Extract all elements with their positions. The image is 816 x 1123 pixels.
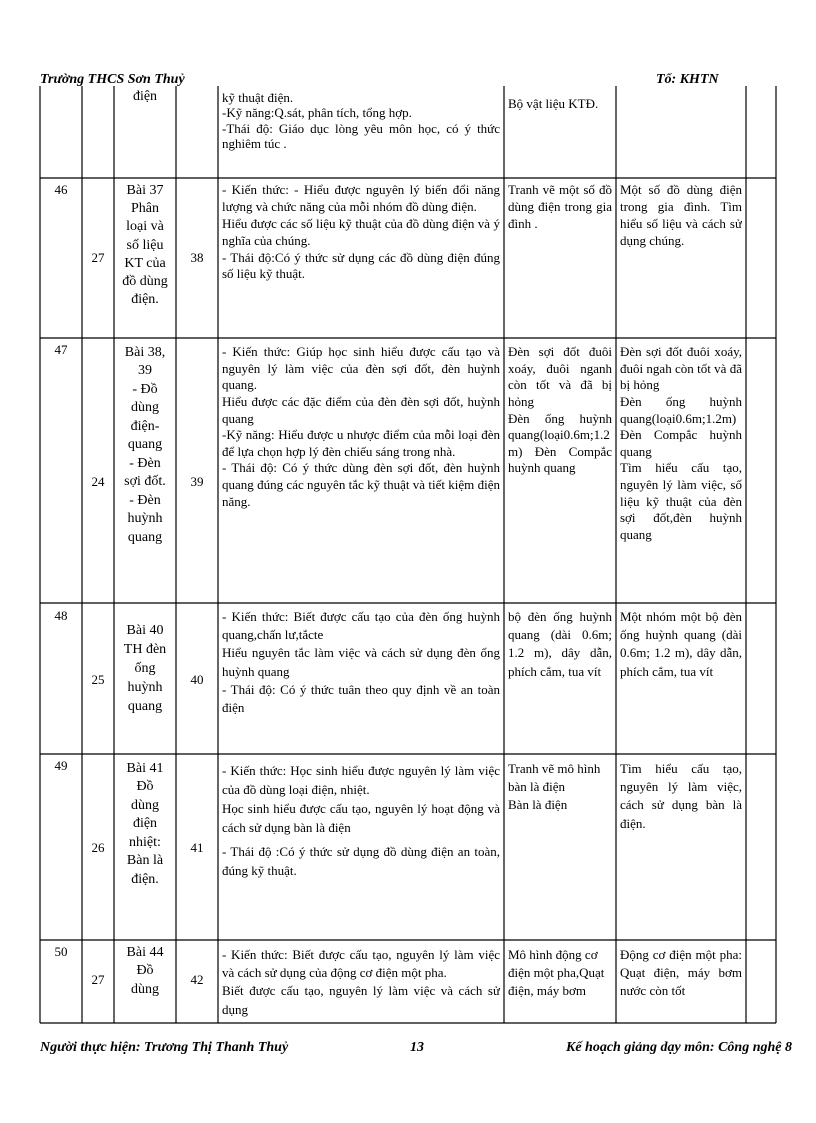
- row-student-prep: Tìm hiểu cấu tạo, nguyên lý làm việc, cách sử dụng bàn là điện.: [620, 761, 742, 831]
- row-objectives: - Kiến thức: Học sinh hiểu được nguyên lý làm việc của đồ dùng loại điện, nhiệt. Học sinh hiểu được cấu tạo, nguyên lý hoạt động và cách sử dụng bàn là điện - Thái độ :Có ý thức sử dụng đồ dùng điện an toàn, đúng kỹ thuật.: [222, 763, 500, 879]
- row-teacher-prep: Đèn sợi đốt đuôi xoáy, đuôi nganh còn tốt và đã bị hỏng Đèn ống huỳnh quang(loại0.6m;1.2 m) Đèn Compắc huỳnh quang: [508, 344, 612, 476]
- row-teacher-prep: Mô hình động cơ điện một pha,Quạt điện, máy bơm: [508, 947, 605, 999]
- row-teacher-prep-cont: Bộ vật liệu KTĐ.: [508, 96, 599, 111]
- author-line: Người thực hiện: Trương Thị Thanh Thuỷ: [40, 1040, 289, 1055]
- row-period: 39: [190, 474, 204, 489]
- row-week: 27: [91, 972, 105, 987]
- row-lesson: Bài 40 TH đèn ống huỳnh quang: [123, 623, 167, 714]
- page-number: 13: [410, 1040, 424, 1055]
- row-lesson: Bài 44 Đồ dùng: [126, 945, 164, 997]
- row-stt: 47: [54, 342, 68, 357]
- plan-title: Kế hoạch giảng dạy môn: Công nghệ 8: [566, 1040, 792, 1055]
- row-stt: 46: [54, 182, 68, 197]
- row-week: 27: [91, 250, 105, 265]
- row-student-prep: Một nhóm một bộ đèn ống huỳnh quang (dài 0.6m; 1.2 m), dây dẫn, phích cắm, tua vít: [620, 609, 742, 679]
- row-lesson: Bài 38, 39 - Đồ dùng điện- quang - Đèn sợi đốt. - Đèn huỳnh quang: [124, 345, 166, 545]
- row-objectives: - Kiến thức: Biết được cấu tạo của đèn ống huỳnh quang,chấn lư,tắcte Hiểu nguyên tắc làm việc và cách sử dụng đèn ống huỳnh quang - Thái độ: Có ý thức tuân theo quy định về an toàn điện: [222, 609, 500, 715]
- row-lesson: Bài 41 Đồ dùng điện nhiệt: Bàn là điện.: [126, 761, 164, 887]
- row-objectives: - Kiến thức: Giúp học sinh hiểu được cấu tạo và nguyên lý làm việc của đèn sợi đốt, đèn huỳnh quang. Hiểu được các đặc điểm của đèn đèn sợi đốt, huỳnh quang -Kỹ năng: Hiểu được u nhược điểm của mỗi loại đèn để lựa chọn hợp lý đèn chiếu sáng trong nhà. - Thái độ: Có ý thức dùng đèn sợi đốt, đèn huỳnh quang đúng các nguyên tắc kỹ thuật và tiết kiệm điện năng.: [222, 344, 500, 509]
- row-teacher-prep: Tranh vẽ mô hình bàn là điện Bàn là điện: [508, 761, 601, 813]
- row-stt: 49: [54, 758, 68, 773]
- row-student-prep: Một số đồ dùng điện trong gia đình. Tìm hiểu số liệu và cách sử dụng chúng.: [620, 182, 742, 248]
- row-week: 25: [91, 672, 105, 687]
- row-lesson: Bài 37 Phân loại và số liệu KT của đồ dùng điện.: [122, 183, 168, 308]
- row-week: 26: [91, 840, 105, 855]
- row-objectives-cont: kỹ thuật điện. -Kỹ năng:Q.sát, phân tích, tổng hợp. -Thái độ: Giáo dục lòng yêu môn học, có ý thức nghiêm túc .: [222, 90, 500, 151]
- school-name: Trường THCS Sơn Thuỷ: [40, 72, 185, 87]
- row-lesson-cont: điện: [132, 89, 158, 104]
- row-period: 38: [190, 250, 204, 265]
- row-teacher-prep: Tranh vẽ một số đồ dùng điện trong gia đình .: [508, 182, 612, 231]
- row-stt: 50: [54, 944, 68, 959]
- row-week: 24: [91, 474, 105, 489]
- row-objectives: - Kiến thức: - Hiểu được nguyên lý biến đổi năng lượng và chức năng của mỗi nhóm đồ dùng điện. Hiểu được các số liệu kỹ thuật của đồ dùng điện và ý nghĩa của chúng. - Thái độ:Có ý thức sử dụng các đồ dùng điện đúng số liệu kỹ thuật.: [222, 182, 500, 282]
- row-teacher-prep: bộ đèn ống huỳnh quang (dài 0.6m; 1.2 m), dây dẫn, phích cắm, tua vít: [508, 609, 612, 679]
- row-stt: 48: [54, 608, 68, 623]
- department-name: Tổ: KHTN: [656, 72, 719, 87]
- row-period: 41: [190, 840, 204, 855]
- row-student-prep: Động cơ điện một pha: Quạt điện, máy bơm nước còn tốt: [620, 947, 742, 999]
- row-period: 42: [190, 972, 204, 987]
- row-period: 40: [190, 672, 204, 687]
- row-student-prep: Đèn sợi đốt đuôi xoáy, đuôi ngah còn tốt và đã bị hỏng Đèn ống huỳnh quang(loại0.6m;1.2m) Đèn Compắc huỳnh quang Tìm hiểu cấu tạo, nguyên lý làm việc, số liệu kỹ thuật của đèn sợi đốt,đèn huỳnh quang: [620, 344, 742, 542]
- row-objectives: - Kiến thức: Biết được cấu tạo, nguyên lý làm việc và cách sử dụng của động cơ điện một pha. Biết được cấu tạo, nguyên lý làm việc và cách sử dụng: [222, 947, 500, 1017]
